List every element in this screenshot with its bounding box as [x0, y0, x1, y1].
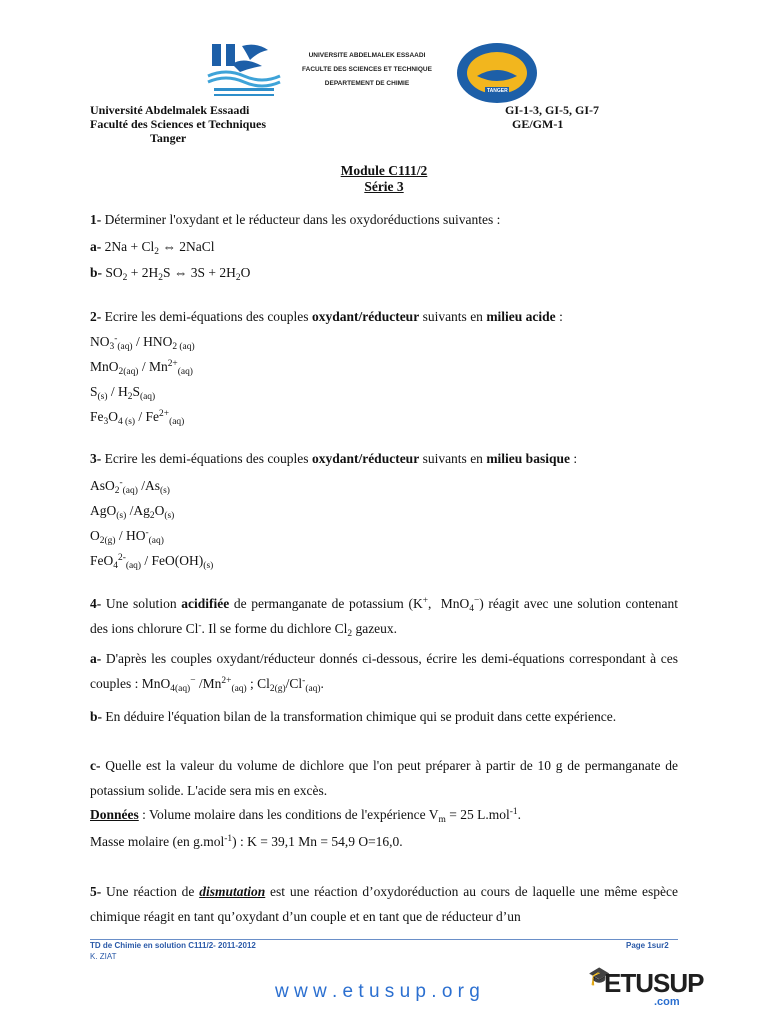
q1-reaction-a: a- $2Na + Cl_2$ ⇔ 2NaCl [90, 239, 215, 257]
q1-number: 1- [90, 212, 102, 227]
faculty-logo [206, 42, 282, 100]
q1-reaction-b: b- $SO_2 + 2H_2S$ ⇔ $3S + 2H_2O$ [90, 265, 251, 283]
q1-statement [90, 212, 500, 228]
groups-line1: GI-1-3, GI-5, GI-7 [505, 103, 599, 117]
q2-couple-2: $MnO_{2(aq)} / Mn^{2+}_{(aq)}$ [90, 359, 193, 377]
q3-statement: 3- Ecrire les demi-équations des couples oxydant/réducteur suivants en milieu basique : [90, 451, 578, 466]
q4-part-c: c- Quelle est la valeur du volume de dichlore que l'on peut préparer à partir de 10 g de permanganate de potassium solide. L'acide sera mis en excès. [90, 758, 678, 798]
q4-data-masses: Masse molaire (en g.mol$^{-1}$) : K = 39,1 Mn = 54,9 O=16,0. [90, 834, 403, 849]
q3-couple-2: AgO$_{(s)}$ $/Ag_2O_{(s)}$ [90, 503, 175, 521]
module-title: Module C111/2 [340, 163, 428, 178]
q4-part-a: a- D'après les couples oxydant/réducteur donnés ci-dessous, écrire les demi-équations correspondant à ces couples : MnO$_{4(aq)}$− $/Mn^{2+}_{(aq)}$ ; $Cl_{2(g)}/Cl^-_{(aq)}$. [90, 651, 678, 694]
brand-name: ETUSUP [604, 968, 704, 998]
city-name: Tanger [150, 131, 187, 145]
q3-couple-3: $O_{2(g)} / HO^-_{(aq)}$ [90, 528, 164, 546]
faculty-caps: FACULTE DES SCIENCES ET TECHNIQUE [302, 66, 432, 73]
footer-author: K. ZIAT [90, 952, 117, 961]
department-caps: DEPARTEMENT DE CHIMIE [324, 80, 410, 87]
groups-line2: GE/GM-1 [512, 117, 564, 131]
footer-divider [90, 939, 678, 940]
seal-logo [455, 42, 539, 104]
etusup-logo[interactable] [588, 962, 704, 1012]
q5-statement: 5- Une réaction de dismutation est une réaction d’oxydoréduction au cours de laquelle une même espèce chimique réagit en tant qu’oxydant d’un couple et en tant que de réducteur d’un [90, 884, 678, 924]
q2-couple-3: $S_{(s)} / H_2S_{(aq)}$ [90, 384, 156, 402]
series-title: Série 3 [364, 179, 404, 194]
q3-couple-4: $FeO_4^{2-}_{(aq)} / FeO(OH)_{(s)}$ [90, 553, 214, 571]
graduation-cap-icon: 🎓 [588, 966, 611, 986]
q2-statement: 2- Ecrire les demi-équations des couples oxydant/réducteur suivants en milieu acide : [90, 309, 563, 324]
q4-part-b: b- En déduire l'équation bilan de la transformation chimique qui se produit dans cette expérience. [90, 709, 617, 724]
q4-data-volume: Données : Volume molaire dans les conditions de l'expérience $V_m = 25$ L.mol$^{-1}$. [90, 807, 521, 825]
footer-page: Page 1sur2 [626, 941, 669, 950]
q4-statement: 4- Une solution acidifiée de permanganate de potassium (K+, MnO$_4$−) réagit avec une solution contenant des ions chlorure Cl-. Il se forme du dichlore $Cl_2$ gazeux. [90, 596, 679, 639]
faculty-name: Faculté des Sciences et Techniques [90, 117, 266, 131]
seal-text: TANGER [487, 88, 508, 94]
footer-course: TD de Chimie en solution C111/2- 2011-2012 [90, 941, 256, 950]
university-caps: UNIVERSITE ABDELMALEK ESSAADI [308, 52, 426, 59]
brand-domain: .com [654, 996, 680, 1008]
website-link[interactable]: w w w . e t u s u p . o r g [275, 981, 480, 1002]
university-name: Université Abdelmalek Essaadi [90, 103, 250, 117]
q2-couple-4: $Fe_3O_{4 (s)} / Fe^{2+}_{(aq)}$ [90, 409, 185, 427]
q1-text: Déterminer l'oxydant et le réducteur dans les oxydoréductions suivantes : [101, 212, 501, 227]
q2-couple-1: $NO_3^-_{(aq)} / HNO_{2 (aq)}$ [90, 334, 195, 352]
q3-couple-1: AsO$_2$-$_{(aq)}$ $/As_{(s)}$ [90, 478, 170, 496]
